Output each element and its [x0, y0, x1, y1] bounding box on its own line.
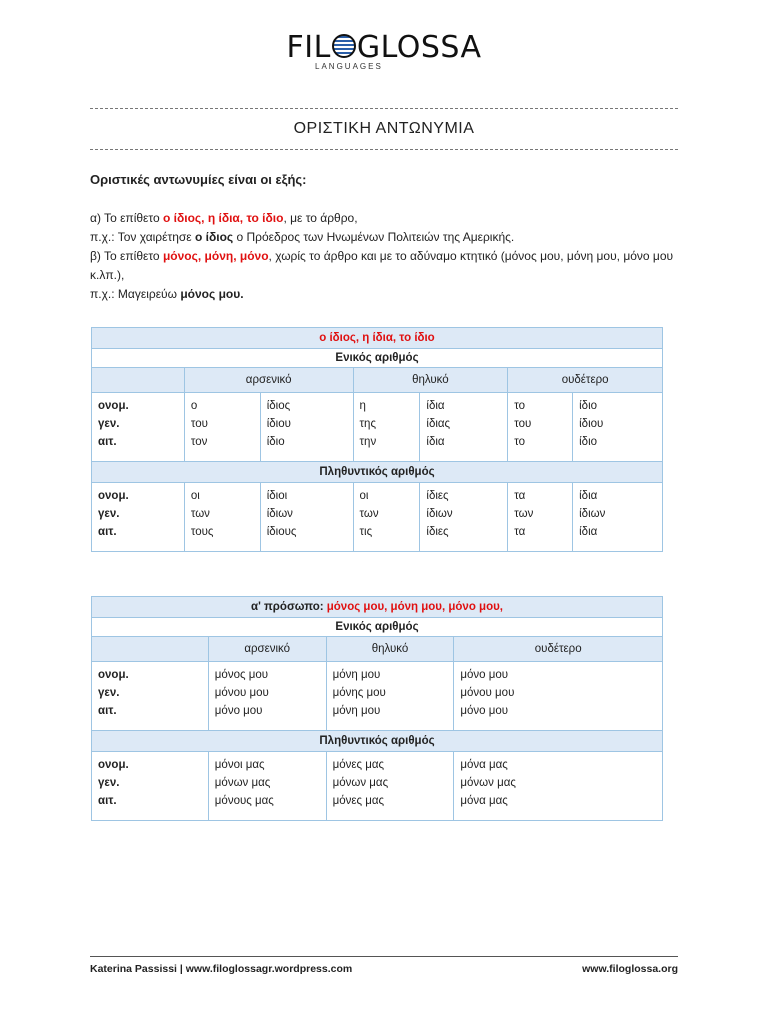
case-labels [92, 483, 185, 552]
cell-value: τα [514, 526, 526, 538]
cell-value: τον [190, 436, 208, 448]
table-row [92, 752, 663, 821]
case-genitive: γεν. [98, 777, 120, 789]
intro-line-4-text: π.χ.: Μαγειρεύω [90, 287, 181, 301]
cell-value: την [359, 436, 377, 448]
cell-value: οι [190, 490, 200, 502]
cell-value: ίδιων [579, 508, 606, 520]
cell-value: ο [190, 400, 198, 412]
table-monos [91, 596, 663, 821]
case-accusative: αιτ. [98, 526, 117, 538]
fem-form-cell [420, 393, 508, 462]
cell-value: μόνων μας [332, 777, 389, 789]
intro-line-3-highlight: μόνος, μόνη, μόνο [162, 249, 269, 263]
table-idios-singular-header: Ενικός αριθμός [92, 349, 663, 368]
footer [90, 956, 678, 975]
cell-value: το [514, 400, 525, 412]
neut-form-cell [573, 393, 663, 462]
table-monos-corner [92, 637, 209, 662]
cell-value: ίδιας [426, 418, 451, 430]
cell-value: ίδια [579, 490, 598, 502]
cell-value: του [514, 418, 532, 430]
logo [0, 30, 768, 65]
masc-article-cell [184, 393, 260, 462]
case-nominative: ονομ. [98, 490, 129, 502]
case-accusative: αιτ. [98, 795, 117, 807]
page-title-band [90, 108, 678, 150]
case-nominative: ονομ. [98, 400, 129, 412]
intro-line-3 [90, 247, 680, 285]
logo-wordmark [287, 30, 482, 65]
logo-text-right: GLOSSA [356, 30, 482, 65]
table-idios-corner [92, 368, 185, 393]
intro-line-4-bold: μόνος μου. [180, 287, 244, 301]
intro-line-4 [90, 285, 680, 304]
logo-text-left: FIL [286, 30, 331, 65]
cell-value: μόνου μου [214, 687, 269, 699]
intro-line-3-text: β) Το επίθετο [90, 249, 163, 263]
cell-value: μόνο μου [214, 705, 263, 717]
cell-value: των [359, 508, 379, 520]
column-header-neuter: ουδέτερο [454, 637, 663, 662]
table-monos-title [92, 597, 663, 618]
cell-value: του [190, 418, 208, 430]
case-labels [92, 752, 209, 821]
table-monos-title-prefix: α' πρόσωπο: [251, 601, 327, 613]
cell-value: μόνος μου [214, 669, 269, 681]
cell-value: μόνα μας [460, 759, 508, 771]
footer-author-link[interactable]: Katerina Passissi | www.filoglossagr.wordpress.com [90, 963, 353, 975]
intro-line-2-text: π.χ.: Τον χαιρέτησε [90, 230, 195, 244]
table-idios-plural-header: Πληθυντικός αριθμός [92, 462, 663, 483]
intro-line-2 [90, 228, 680, 247]
case-genitive: γεν. [98, 418, 120, 430]
table-idios-title: ο ίδιος, η ίδια, το ίδιο [92, 328, 663, 349]
cell-value: μόνοι μας [214, 759, 265, 771]
intro-line-1 [90, 209, 680, 228]
intro-line-3-tail: , χωρίς το άρθρο και με το αδύναμο κτητικό (μόνος μου, μόνη μου, μόνο μου κ.λπ.), [90, 249, 674, 282]
fem-form-cell [420, 483, 508, 552]
intro-line-1-tail: , με το άρθρο, [283, 211, 358, 225]
table-row [92, 393, 663, 462]
cell-value: μόνης μου [332, 687, 386, 699]
intro-line-1-text: α) Το επίθετο [90, 211, 163, 225]
case-nominative: ονομ. [98, 669, 129, 681]
fem-form-cell [326, 662, 454, 731]
cell-value: ίδιους [266, 526, 297, 538]
table-monos-plural-header: Πληθυντικός αριθμός [92, 731, 663, 752]
column-header-feminine: θηλυκό [353, 368, 508, 393]
cell-value: ίδιων [266, 508, 293, 520]
cell-value: ίδια [426, 400, 445, 412]
column-header-masculine: αρσενικό [208, 637, 326, 662]
cell-value: μόνων μας [460, 777, 516, 789]
neut-form-cell [454, 662, 663, 731]
cell-value: ίδια [426, 436, 445, 448]
masc-article-cell [184, 483, 260, 552]
intro-line-1-highlight: ο ίδιος, η ίδια, το ίδιο [162, 211, 284, 225]
cell-value: οι [359, 490, 369, 502]
cell-value: μόνη μου [332, 705, 381, 717]
case-accusative: αιτ. [98, 436, 117, 448]
table-monos-singular-header: Ενικός αριθμός [92, 618, 663, 637]
cell-value: ίδιες [426, 526, 449, 538]
column-header-feminine: θηλυκό [326, 637, 454, 662]
column-header-masculine: αρσενικό [184, 368, 353, 393]
cell-value: μόνων μας [214, 777, 271, 789]
cell-value: ίδιο [579, 436, 598, 448]
cell-value: τις [359, 526, 373, 538]
masc-form-cell [260, 483, 353, 552]
page-title: ΟΡΙΣΤΙΚΗ ΑΝΤΩΝΥΜΙΑ [293, 120, 475, 137]
intro-heading: Οριστικές αντωνυμίες είναι οι εξής: [90, 172, 307, 187]
cell-value: μόνο μου [460, 669, 509, 681]
cell-value: μόνου μου [460, 687, 515, 699]
cell-value: των [190, 508, 210, 520]
case-genitive: γεν. [98, 508, 120, 520]
cell-value: της [359, 418, 376, 430]
cell-value: ίδιο [266, 436, 285, 448]
fem-form-cell [326, 752, 454, 821]
footer-site-link[interactable]: www.filoglossa.org [582, 963, 678, 975]
cell-value: ίδιος [266, 400, 291, 412]
cell-value: ίδιων [426, 508, 453, 520]
cell-value: τα [514, 490, 526, 502]
greek-flag-icon [332, 34, 356, 58]
intro-line-2-bold: ο ίδιος [194, 230, 234, 244]
column-header-neuter: ουδέτερο [508, 368, 663, 393]
cell-value: ίδιες [426, 490, 449, 502]
cell-value: ίδιο [579, 400, 598, 412]
table-idios [91, 327, 663, 552]
cell-value: ίδιου [266, 418, 291, 430]
neut-form-cell [454, 752, 663, 821]
cell-value: το [514, 436, 525, 448]
logo-subtitle: LANGUAGES [315, 62, 383, 71]
neut-form-cell [573, 483, 663, 552]
masc-form-cell [260, 393, 353, 462]
case-accusative: αιτ. [98, 705, 117, 717]
cell-value: ίδιοι [266, 490, 288, 502]
masc-form-cell [208, 662, 326, 731]
fem-article-cell [353, 483, 420, 552]
case-labels [92, 393, 185, 462]
neut-article-cell [508, 483, 573, 552]
cell-value: μόνες μας [332, 795, 385, 807]
table-row [92, 662, 663, 731]
intro-section [90, 170, 680, 304]
cell-value: μόνο μου [460, 705, 509, 717]
cell-value: μόνες μας [332, 759, 385, 771]
cell-value: μόνους μας [214, 795, 274, 807]
case-genitive: γεν. [98, 687, 120, 699]
cell-value: μόνα μας [460, 795, 508, 807]
masc-form-cell [208, 752, 326, 821]
table-row [92, 483, 663, 552]
cell-value: μόνη μου [332, 669, 381, 681]
cell-value: τους [190, 526, 214, 538]
cell-value: ίδια [579, 526, 598, 538]
cell-value: η [359, 400, 366, 412]
cell-value: των [514, 508, 534, 520]
cell-value: ίδιου [579, 418, 604, 430]
case-nominative: ονομ. [98, 759, 129, 771]
intro-line-2-tail: ο Πρόεδρος των Ηνωμένων Πολιτειών της Αμερικής. [233, 230, 515, 244]
case-labels [92, 662, 209, 731]
fem-article-cell [353, 393, 420, 462]
neut-article-cell [508, 393, 573, 462]
table-monos-title-highlight: μόνος μου, μόνη μου, μόνο μου, [326, 601, 503, 613]
